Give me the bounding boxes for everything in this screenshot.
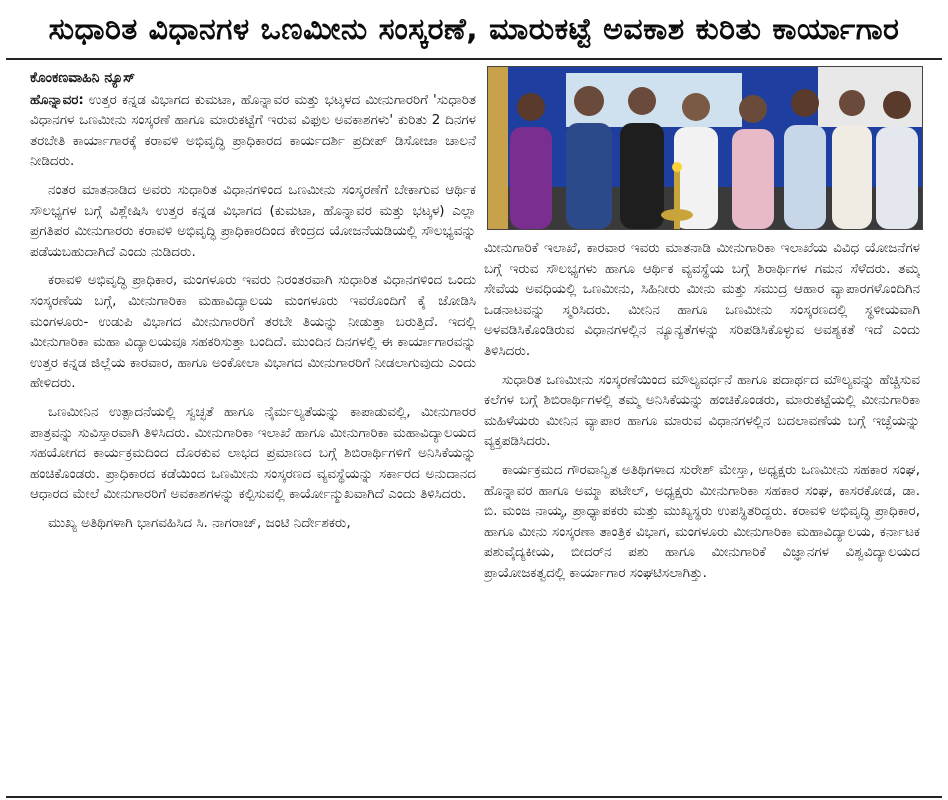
dateline: ಹೊನ್ನಾವರ:	[30, 91, 84, 108]
paragraph-2: ನಂತರ ಮಾತನಾಡಿದ ಅವರು ಸುಧಾರಿತ ವಿಧಾನಗಳಿಂದ ಒಣಮೀನು ಸಂಸ್ಕರಣೆಗೆ ಬೇಕಾಗುವ ಆರ್ಥಿಕ ಸೌಲಭ್ಯಗಳ ಬಗ್ಗೆ ವಿಶ್ಲೇಷಿಸಿ ಉತ್ತರ ಕನ್ನಡ ವಿಭಾಗದ (ಕುಮಟಾ, ಹೊನ್ನಾವರ ಮತ್ತು ಭಟ್ಕಳ) ಎಲ್ಲಾ ಪ್ರಗತಿಪರ ಮೀನುಗಾರರು ಕರಾವಳಿ ಅಭಿವೃದ್ಧಿ ಪ್ರಾಧಿಕಾರದಿಂದ ಕೇಂದ್ರದ ಯೋಜನೆಯಡಿಯಲ್ಲಿ ಸೌಲಭ್ಯವನ್ನು ಪಡೆಯಬಹುದಾಗಿದೆ ಎಂದು ನುಡಿದರು.	[30, 181, 476, 260]
right-column	[484, 238, 920, 793]
paragraph-6: ಮೀನುಗಾರಿಕೆ ಇಲಾಖೆ, ಕಾರವಾರ ಇವರು ಮಾತನಾಡಿ ಮೀನುಗಾರಿಕಾ ಇಲಾಖೆಯ ವಿವಿಧ ಯೋಜನೆಗಳ ಬಗ್ಗೆ ಇರುವ ಸೌಲಭ್ಯಗಳು ಹಾಗೂ ಆರ್ಥಿಕ ವ್ಯವಸ್ಥೆಯ ಬಗ್ಗೆ ಶಿರಾರ್ಥಿಗಳ ಗಮನ ಸೆಳೆದರು. ತಮ್ಮ ಸೇವೆಯ ಅವಧಿಯಲ್ಲಿ ಒಣಮೀನು, ಸಿಹಿನೀರು ಮೀನು ಮತ್ತು ಸಮುದ್ರ ಆಹಾರ ವ್ಯಾಪಾರಗಳೊಂದಿಗಿನ ಒಡನಾಟವನ್ನು ಸ್ಮರಿಸಿದರು. ಮೀನಿನ ಹಾಗೂ ಒಣಮೀನು ಸಂಸ್ಕರಣದಲ್ಲಿ ಸ್ಥಳೀಯವಾಗಿ ಅಳವಡಿಸಿಕೊಂಡಿರುವ ವಿಧಾನಗಳಲ್ಲಿನ ನ್ಯೂನ್ಯತೆಗಳನ್ನು ಸರಿಪಡಿಸಿಕೊಳ್ಳುವ ಅವಶ್ಯಕತೆ ಇದೆ ಎಂದು ತಿಳಿಸಿದರು.	[484, 240, 920, 359]
byline: ಕೊಂಕಣವಾಹಿನಿ ನ್ಯೂಸ್	[30, 70, 136, 86]
paragraph-4: ಒಣಮೀನಿನ ಉತ್ಪಾದನೆಯಲ್ಲಿ ಸ್ವಚ್ಛತೆ ಹಾಗೂ ನೈರ್ಮಲ್ಯತೆಯನ್ನು ಕಾಪಾಡುವಲ್ಲಿ, ಮೀನುಗಾರರ ಪಾತ್ರವನ್ನು ಸುವಿಸ್ತಾರವಾಗಿ ತಿಳಿಸಿದರು. ಮೀನುಗಾರಿಕಾ ಇಲಾಖೆ ಹಾಗೂ ಮೀನುಗಾರಿಕಾ ಮಹಾವಿದ್ಯಾಲಯದ ಸಹಯೋಗದ ಕಾರ್ಯಕ್ರಮದಿಂದ ದೊರಕುವ ಲಾಭದ ಪ್ರಮಾಣದ ಬಗ್ಗೆ ಶಿಬಿರಾರ್ಥಿಗಳಿಗೆ ಅನಿಸಿಕೆಯನ್ನು ಹಂಚಿಕೊಂಡರು. ಪ್ರಾಧಿಕಾರದ ಕಡೆಯಿಂದ ಒಣಮೀನು ಸಂಸ್ಕರಣದ ವ್ಯವಸ್ಥೆಯನ್ನು ಸರ್ಕಾರದ ಅನುದಾನದ ಆಧಾರದ ಮೇಲೆ ಮೀನುಗಾರರಿಗೆ ಅವಕಾಶಗಳನ್ನು ಕಲ್ಪಿಸುವಲ್ಲಿ ಕಾರ್ಯೋನ್ಮುಖವಾಗಿದೆ ಎಂದು ತಿಳಿಸಿದರು.	[30, 403, 476, 503]
event-photo-illustration	[488, 67, 922, 229]
footer-rule	[6, 796, 942, 798]
left-column	[30, 68, 476, 793]
article-headline: ಸುಧಾರಿತ ವಿಧಾನಗಳ ಒಣಮೀನು ಸಂಸ್ಕರಣೆ, ಮಾರುಕಟ್ಟೆ ಅವಕಾಶ ಕುರಿತು ಕಾರ್ಯಾಗಾರ	[48, 11, 900, 47]
paragraph-3: ಕರಾವಳಿ ಅಭಿವೃದ್ಧಿ ಪ್ರಾಧಿಕಾರ, ಮಂಗಳೂರು ಇವರು ನಿರಂತರವಾಗಿ ಸುಧಾರಿತ ವಿಧಾನಗಳಿಂದ ಒಂದು ಸಂಸ್ಕರಣೆಯ ಬಗ್ಗೆ, ಮೀನುಗಾರಿಕಾ ಮಹಾವಿದ್ಯಾಲಯ ಮಂಗಳೂರು ಇವರೊಂದಿಗೆ ಕೈ ಜೋಡಿಸಿ ಮಂಗಳೂರು- ಉಡುಪಿ ವಿಭಾಗದ ಮೀನುಗಾರರಿಗೆ ತರಬೇ ತಿಯನ್ನು ನೀಡುತ್ತಾ ಬರುತ್ತಿದೆ. ಇದಲ್ಲಿ ಮೀನುಗಾರಿಕಾ ಮಹಾ ವಿದ್ಯಾಲಯವೂ ಸಹಕರಿಸುತ್ತಾ ಬಂದಿದೆ. ಮುಂದಿನ ದಿನಗಳಲ್ಲಿ ಈ ಕಾರ್ಯಾಗಾರವನ್ನು ಉತ್ತರ ಕನ್ನಡ ಜಿಲ್ಲೆಯ ಕಾರವಾರ, ಹಾಗೂ ಅಂಕೋಲಾ ವಿಭಾಗದ ಮೀನುಗಾರರಿಗೆ ನೀಡಲಾಗುವುದು ಎಂದು ಹೇಳಿದರು.	[30, 272, 476, 392]
paragraph-1	[30, 90, 476, 172]
paragraph-1-text: ಉತ್ತರ ಕನ್ನಡ ವಿಭಾಗದ ಕುಮಟಾ, ಹೊನ್ನಾವರ ಮತ್ತು ಭಟ್ಕಳದ ಮೀನುಗಾರರಿಗೆ 'ಸುಧಾರಿತ ವಿಧಾನಗಳ ಒಣಮೀನು ಸಂಸ್ಕರಣೆ ಹಾಗೂ ಮಾರುಕಟ್ಟೆಗೆ ಇರುವ ವಿಫುಲ ಅವಕಾಶಗಳು' ಕುರಿತು 2 ದಿನಗಳ ತರಬೇತಿ ಕಾರ್ಯಾಗಾರಕ್ಕೆ ಕರಾವಳಿ ಅಭಿವೃದ್ಧಿ ಪ್ರಾಧಿಕಾರದ ಕಾರ್ಯದರ್ಶಿ ಪ್ರದೀಪ್ ಡಿಸೋಜಾ ಚಾಲನೆ ನೀಡಿದರು.	[30, 91, 476, 170]
headline-rule	[6, 58, 942, 60]
event-photo	[487, 66, 923, 230]
paragraph-8: ಕಾರ್ಯಕ್ರಮದ ಗೌರವಾನ್ವಿತ ಅತಿಥಿಗಳಾದ ಸುರೇಶ್ ಮೇಸ್ತಾ, ಅಧ್ಯಕ್ಷರು ಒಣಮೀನು ಸಹಕಾರ ಸಂಘ, ಹೊನ್ನಾವರ ಹಾಗೂ ಅಮ್ಮಾ ಪಟೇಲ್, ಅಧ್ಯಕ್ಷರು ಮೀನುಗಾರಿಕಾ ಸಹಕಾರ ಸಂಘ, ಕಾಸರಕೋಡ, ಡಾ. ಬಿ. ಮಂಜ ನಾಯ್ಕ, ಪ್ರಾಧ್ಯಾಪಕರು ಮತ್ತು ಮುಖ್ಯಸ್ಥರು ಉಪಸ್ಥಿತರಿದ್ದರು. ಕರಾವಳಿ ಅಭಿವೃದ್ಧಿ ಪ್ರಾಧಿಕಾರ, ಹಾಗೂ ಮೀನು ಸಂಸ್ಕರಣಾ ತಾಂತ್ರಿಕ ವಿಭಾಗ, ಮಂಗಳೂರು ಮೀನುಗಾರಿಕಾ ಮಹಾವಿದ್ಯಾಲಯ, ಕರ್ನಾಟಕ ಪಶುವೈದ್ಯಕೀಯ, ಬೀದರ್‌ನ ಪಶು ಹಾಗೂ ಮೀನುಗಾರಿಕೆ ವಿಜ್ಞಾನಗಳ ವಿಶ್ವವಿದ್ಯಾಲಯದ ಪ್ರಾಯೋಜಕತ್ವದಲ್ಲಿ ಕಾರ್ಯಾಗಾರ ಸಂಘಟಿಸಲಾಗಿತ್ತು.	[484, 461, 920, 581]
paragraph-7: ಸುಧಾರಿತ ಒಣಮೀನು ಸಂಸ್ಕರಣೆಯಿಂದ ಮೌಲ್ಯವರ್ಧನೆ ಹಾಗೂ ಪದಾರ್ಥದ ಮೌಲ್ಯವನ್ನು ಹೆಚ್ಚಿಸುವ ಕಲೆಗಳ ಬಗ್ಗೆ ಶಿಬಿರಾರ್ಥಿಗಳಲ್ಲಿ ತಮ್ಮ ಅನಿಸಿಕೆಯನ್ನು ಹಂಚಿಕೊಂಡರು, ಮಾರುಕಟ್ಟೆಯಲ್ಲಿ ಮೀನುಗಾರಿಕಾ ಮಹಿಳೆಯರು ಮೀನಿನ ವ್ಯಾಪಾರ ಹಾಗೂ ಮಾರುವ ವಿಧಾನಗಳಲ್ಲಿನ ಬದಲಾವಣೆಯ ಬಗ್ಗೆ ಇಚ್ಛೆಯನ್ನು ವ್ಯಕ್ತಪಡಿಸಿದರು.	[484, 371, 920, 450]
paragraph-5: ಮುಖ್ಯ ಅತಿಥಿಗಳಾಗಿ ಭಾಗವಹಿಸಿದ ಸಿ. ನಾಗರಾಜ್, ಜಂಟಿ ನಿರ್ದೇಶಕರು,	[48, 514, 351, 531]
